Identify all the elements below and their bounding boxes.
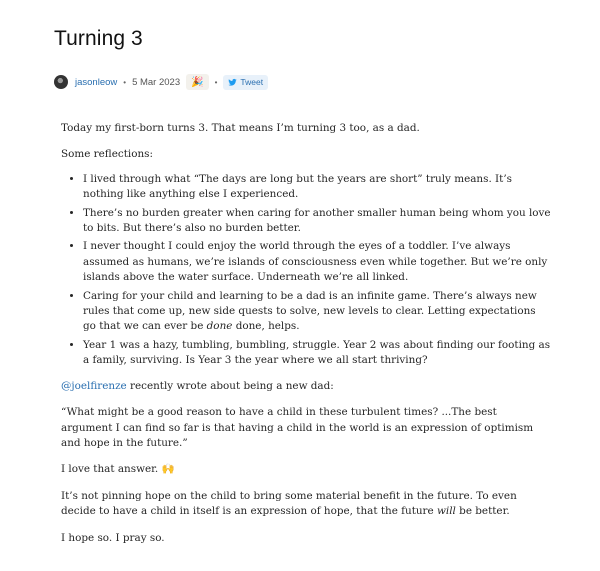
- twitter-bird-icon: [228, 78, 237, 87]
- list-item-text: done, helps.: [232, 320, 300, 333]
- paragraph-text: recently wrote about being a new dad:: [126, 379, 334, 392]
- emphasis-text: will: [436, 505, 456, 518]
- list-item-text: Caring for your child and learning to be a dad is an infinite game. There’s always new rules that come up, new side quests to solve, new levels to clear. Letting expectations go that we can ever be: [83, 289, 537, 333]
- paragraph-text: be better.: [455, 505, 510, 518]
- reflections-list: [61, 172, 551, 369]
- paragraph: [61, 489, 551, 520]
- author-link[interactable]: jasonleow: [75, 76, 118, 88]
- quote-paragraph: “What might be a good reason to have a child in these turbulent times? ...The best argument I can find so far is that having a child in the world is an expression of optimism and hope in the future.”: [61, 406, 534, 449]
- separator-dot: •: [123, 77, 127, 87]
- list-item: • There’s no burden greater when caring for another smaller human being whom you love to bits. But there’s also no burden better.: [83, 206, 551, 237]
- post-date: 5 Mar 2023: [132, 76, 181, 88]
- reaction-badge[interactable]: 🎉: [186, 74, 208, 90]
- paragraph: I hope so. I pray so.: [61, 531, 165, 544]
- post-meta: [54, 73, 268, 91]
- emphasis-text: done: [206, 320, 233, 333]
- tweet-label: Tweet: [240, 77, 264, 87]
- tweet-button[interactable]: [223, 75, 268, 90]
- paragraph: Some reflections:: [61, 148, 153, 161]
- paragraph-text: It’s not pinning hope on the child to bring some material benefit in the future. To even decide to have a child in itself is an expression of hope, that the future: [61, 489, 517, 518]
- mention-link[interactable]: @joelfirenze: [61, 379, 127, 392]
- separator-dot: •: [214, 77, 218, 87]
- list-item: • I lived through what “The days are long but the years are short” truly means. It’s nothing like anything else I experienced.: [83, 172, 551, 203]
- list-item: • Year 1 was a hazy, tumbling, bumbling, struggle. Year 2 was about finding our footing as a family, surviving. Is Year 3 the year where we all start thriving?: [83, 338, 551, 369]
- post-body: [61, 121, 551, 557]
- paragraph: [61, 379, 551, 394]
- list-item: [83, 289, 551, 335]
- paragraph: I love that answer. 🙌: [61, 463, 175, 476]
- avatar[interactable]: [54, 75, 68, 89]
- list-item: • I never thought I could enjoy the world through the eyes of a toddler. I’ve always assumed as humans, we’re islands of consciousness even while together. But we’re only islands above the water surface. Underneath we’re all linked.: [83, 239, 551, 285]
- paragraph: Today my first-born turns 3. That means I’m turning 3 too, as a dad.: [61, 122, 420, 134]
- post-title: Turning 3: [54, 27, 143, 50]
